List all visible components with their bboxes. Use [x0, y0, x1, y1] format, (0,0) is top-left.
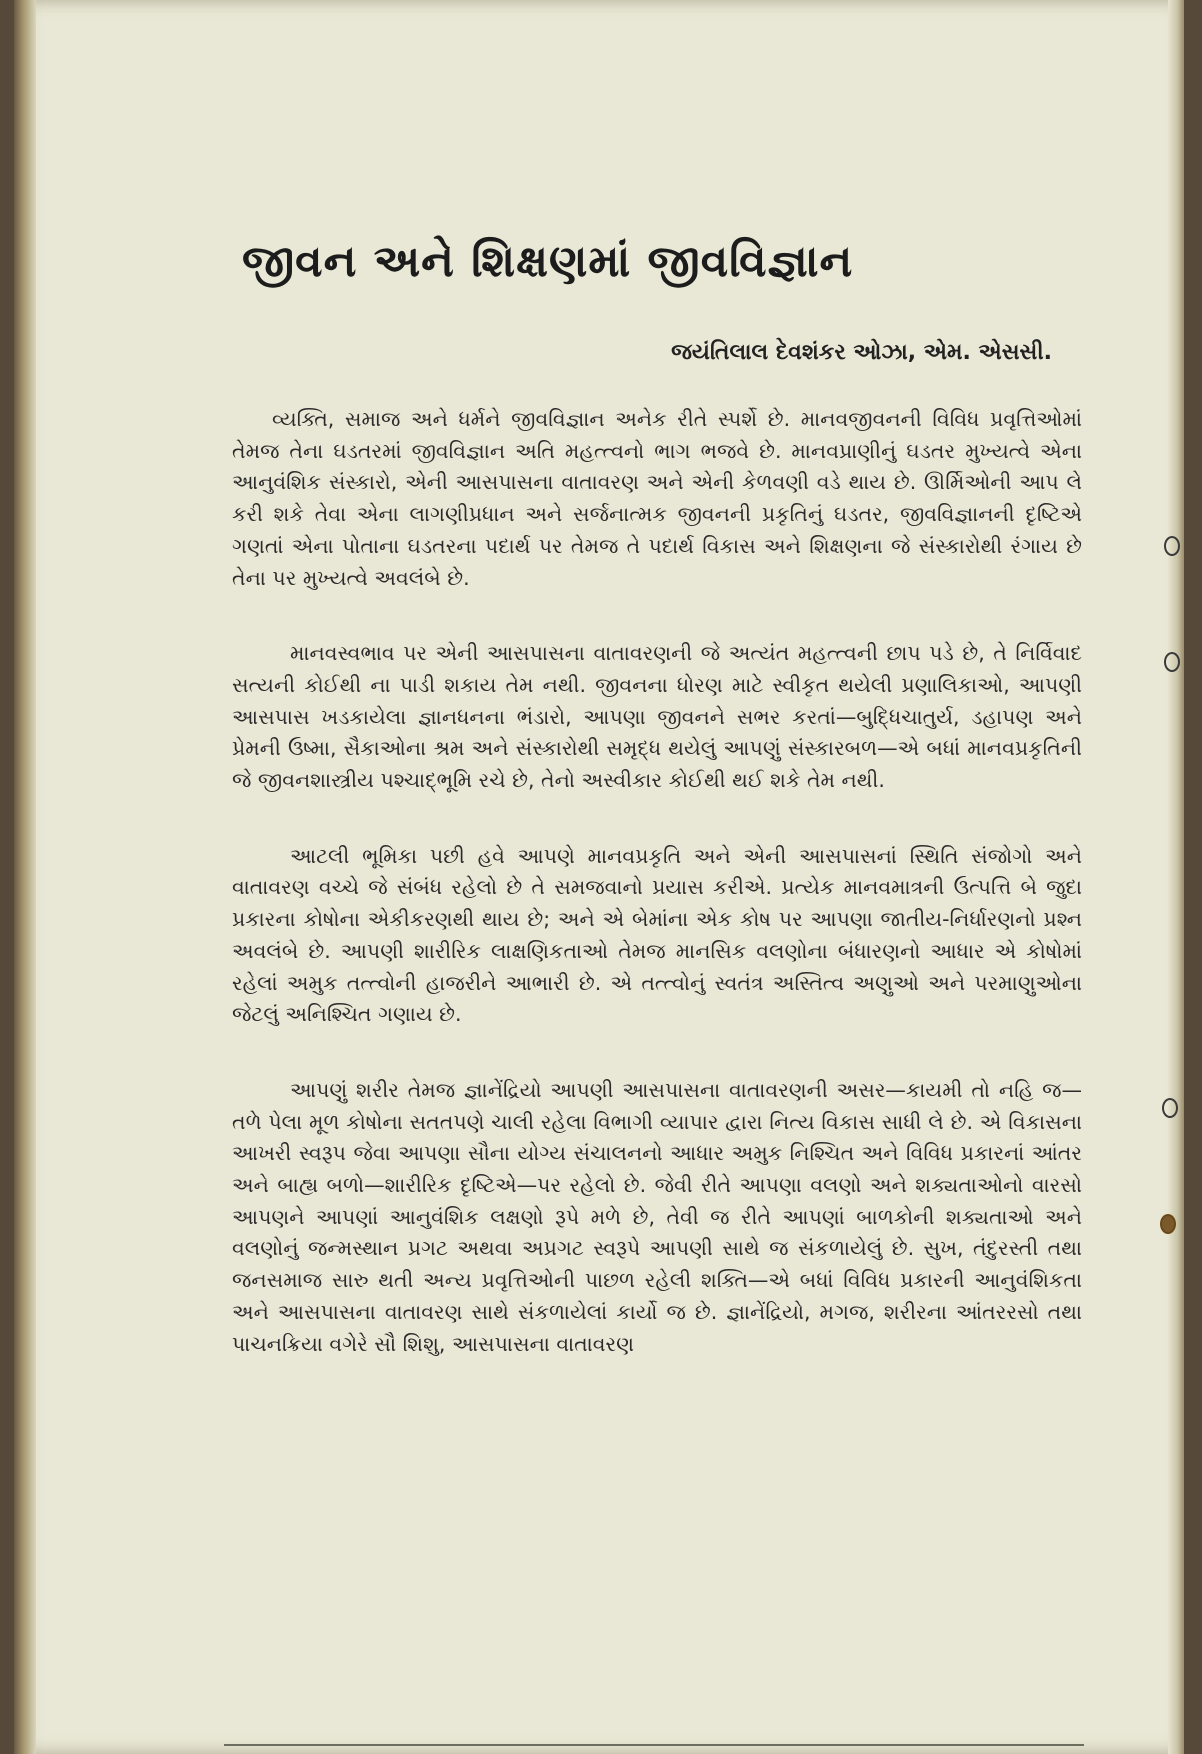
page-right-edge — [1168, 0, 1184, 1754]
bottom-rule — [224, 1744, 1084, 1746]
paragraph-1: વ્યક્તિ, સમાજ અને ધર્મને જીવવિજ્ઞાન અનેક રીતે સ્પર્શે છે. માનવજીવનની વિવિધ પ્રવૃત્તિઓમાં તેમજ તેના ઘડતરમાં જીવવિજ્ઞાન અતિ મહત્ત્વનો ભાગ ભજવે છે. માનવપ્રાણીનું ઘડતર મુખ્યત્વે એના આનુવંશિક સંસ્કારો, એની આસપાસના વાતાવરણ અને એની કેળવણી વડે થાય છે. ઊર્મિઓની આપ લે કરી શકે તેવા એના લાગણીપ્રધાન અને સર્જનાત્મક જીવનની પ્રકૃતિનું ઘડતર, જીવવિજ્ઞાનની દૃષ્ટિએ ગણતાં એના પોતાના ઘડતરના પદાર્થ પર તેમજ તે પદાર્થ વિકાસ અને શિક્ષણના જે સંસ્કારોથી રંગાય છે તેના પર મુખ્યત્વે અવલંબે છે. — [232, 407, 1082, 590]
paragraph-4: આપણું શરીર તેમજ જ્ઞાનેંદ્રિયો આપણી આસપાસના વાતાવરણની અસર—કાયમી તો નહિ જ—તળે પેલા મૂળ કોષોના સતતપણે ચાલી રહેલા વિભાગી વ્યાપાર દ્વારા નિત્ય વિકાસ સાધી લે છે. એ વિકાસના આખરી સ્વરૂપ જેવા આપણા સૌના યોગ્ય સંચાલનનો આધાર અમુક નિશ્ચિત અને વિવિધ પ્રકારનાં આંતર અને બાહ્ય બળો—શારીરિક દૃષ્ટિએ—પર રહેલો છે. જેવી રીતે આપણા વલણો અને શક્યતાઓનો વારસો આપણને આપણાં આનુવંશિક લક્ષણો રૂપે મળે છે, તેવી જ રીતે આપણાં બાળકોની શક્યતાઓ અને વલણોનું જન્મસ્થાન પ્રગટ અથવા અપ્રગટ સ્વરૂપે આપણી સાથે જ સંકળાયેલું છે. સુખ, તંદુરસ્તી તથા જનસમાજ સારુ થતી અન્ય પ્રવૃત્તિઓની પાછળ રહેલી શક્તિ—એ બધાં વિવિધ પ્રકારની આનુવંશિકતા અને આસપાસના વાતાવરણ સાથે સંકળાયેલાં કાર્યો જ છે. જ્ઞાનેંદ્રિયો, મગજ, શરીરના આંતરરસો તથા પાચનક્રિયા વગેરે સૌ શિશુ, આસપાસના વાતાવરણ — [232, 1077, 1082, 1356]
article-body — [232, 404, 1082, 1404]
punch-hole — [1162, 1098, 1178, 1118]
scanned-page — [14, 0, 1184, 1754]
punch-hole — [1160, 1214, 1176, 1234]
article-title: જીવન અને શિક્ષણમાં જીવવિજ્ઞાન — [242, 236, 854, 287]
punch-hole — [1164, 652, 1180, 672]
paragraph-3: આટલી ભૂમિકા પછી હવે આપણે માનવપ્રકૃતિ અને એની આસપાસનાં સ્થિતિ સંજોગો અને વાતાવરણ વચ્ચે જે સંબંધ રહેલો છે તે સમજવાનો પ્રયાસ કરીએ. પ્રત્યેક માનવમાત્રની ઉત્પત્તિ બે જુદા પ્રકારના કોષોના એકીકરણથી થાય છે; અને એ બેમાંના એક કોષ પર આપણા જાતીય-નિર્ધારણનો પ્રશ્ન અવલંબે છે. આપણી શારીરિક લાક્ષણિકતાઓ તેમજ માનસિક વલણોના બંધારણનો આધાર એ કોષોમાં રહેલાં અમુક તત્ત્વોની હાજરીને આભારી છે. એ તત્ત્વોનું સ્વતંત્ર અસ્તિત્વ અણુઓ અને પરમાણુઓના જેટલું અનિશ્ચિત ગણાય છે. — [232, 843, 1082, 1027]
page-binding-edge — [14, 0, 36, 1754]
author-byline: જયંતિલાલ દેવશંકર ઓઝા, એમ. એસસી. — [671, 340, 1052, 365]
punch-hole — [1164, 536, 1180, 556]
paragraph-2: માનવસ્વભાવ પર એની આસપાસના વાતાવરણની જે અત્યંત મહત્ત્વની છાપ પડે છે, તે નિર્વિવાદ સત્યની કોઈથી ના પાડી શકાય તેમ નથી. જીવનના ધોરણ માટે સ્વીકૃત થયેલી પ્રણાલિકાઓ, આપણી આસપાસ ખડકાયેલા જ્ઞાનધનના ભંડારો, આપણા જીવનને સભર કરતાં—બુદ્ધિચાતુર્ય, ડહાપણ અને પ્રેમની ઉષ્મા, સૈકાઓના શ્રમ અને સંસ્કારોથી સમૃદ્ધ થયેલું આપણું સંસ્કારબળ—એ બધાં માનવપ્રકૃતિની જે જીવનશાસ્ત્રીય પશ્ચાદ્‌ભૂમિ રચે છે, તેનો અસ્વીકાર કોઈથી થઈ શકે તેમ નથી. — [232, 641, 1082, 793]
